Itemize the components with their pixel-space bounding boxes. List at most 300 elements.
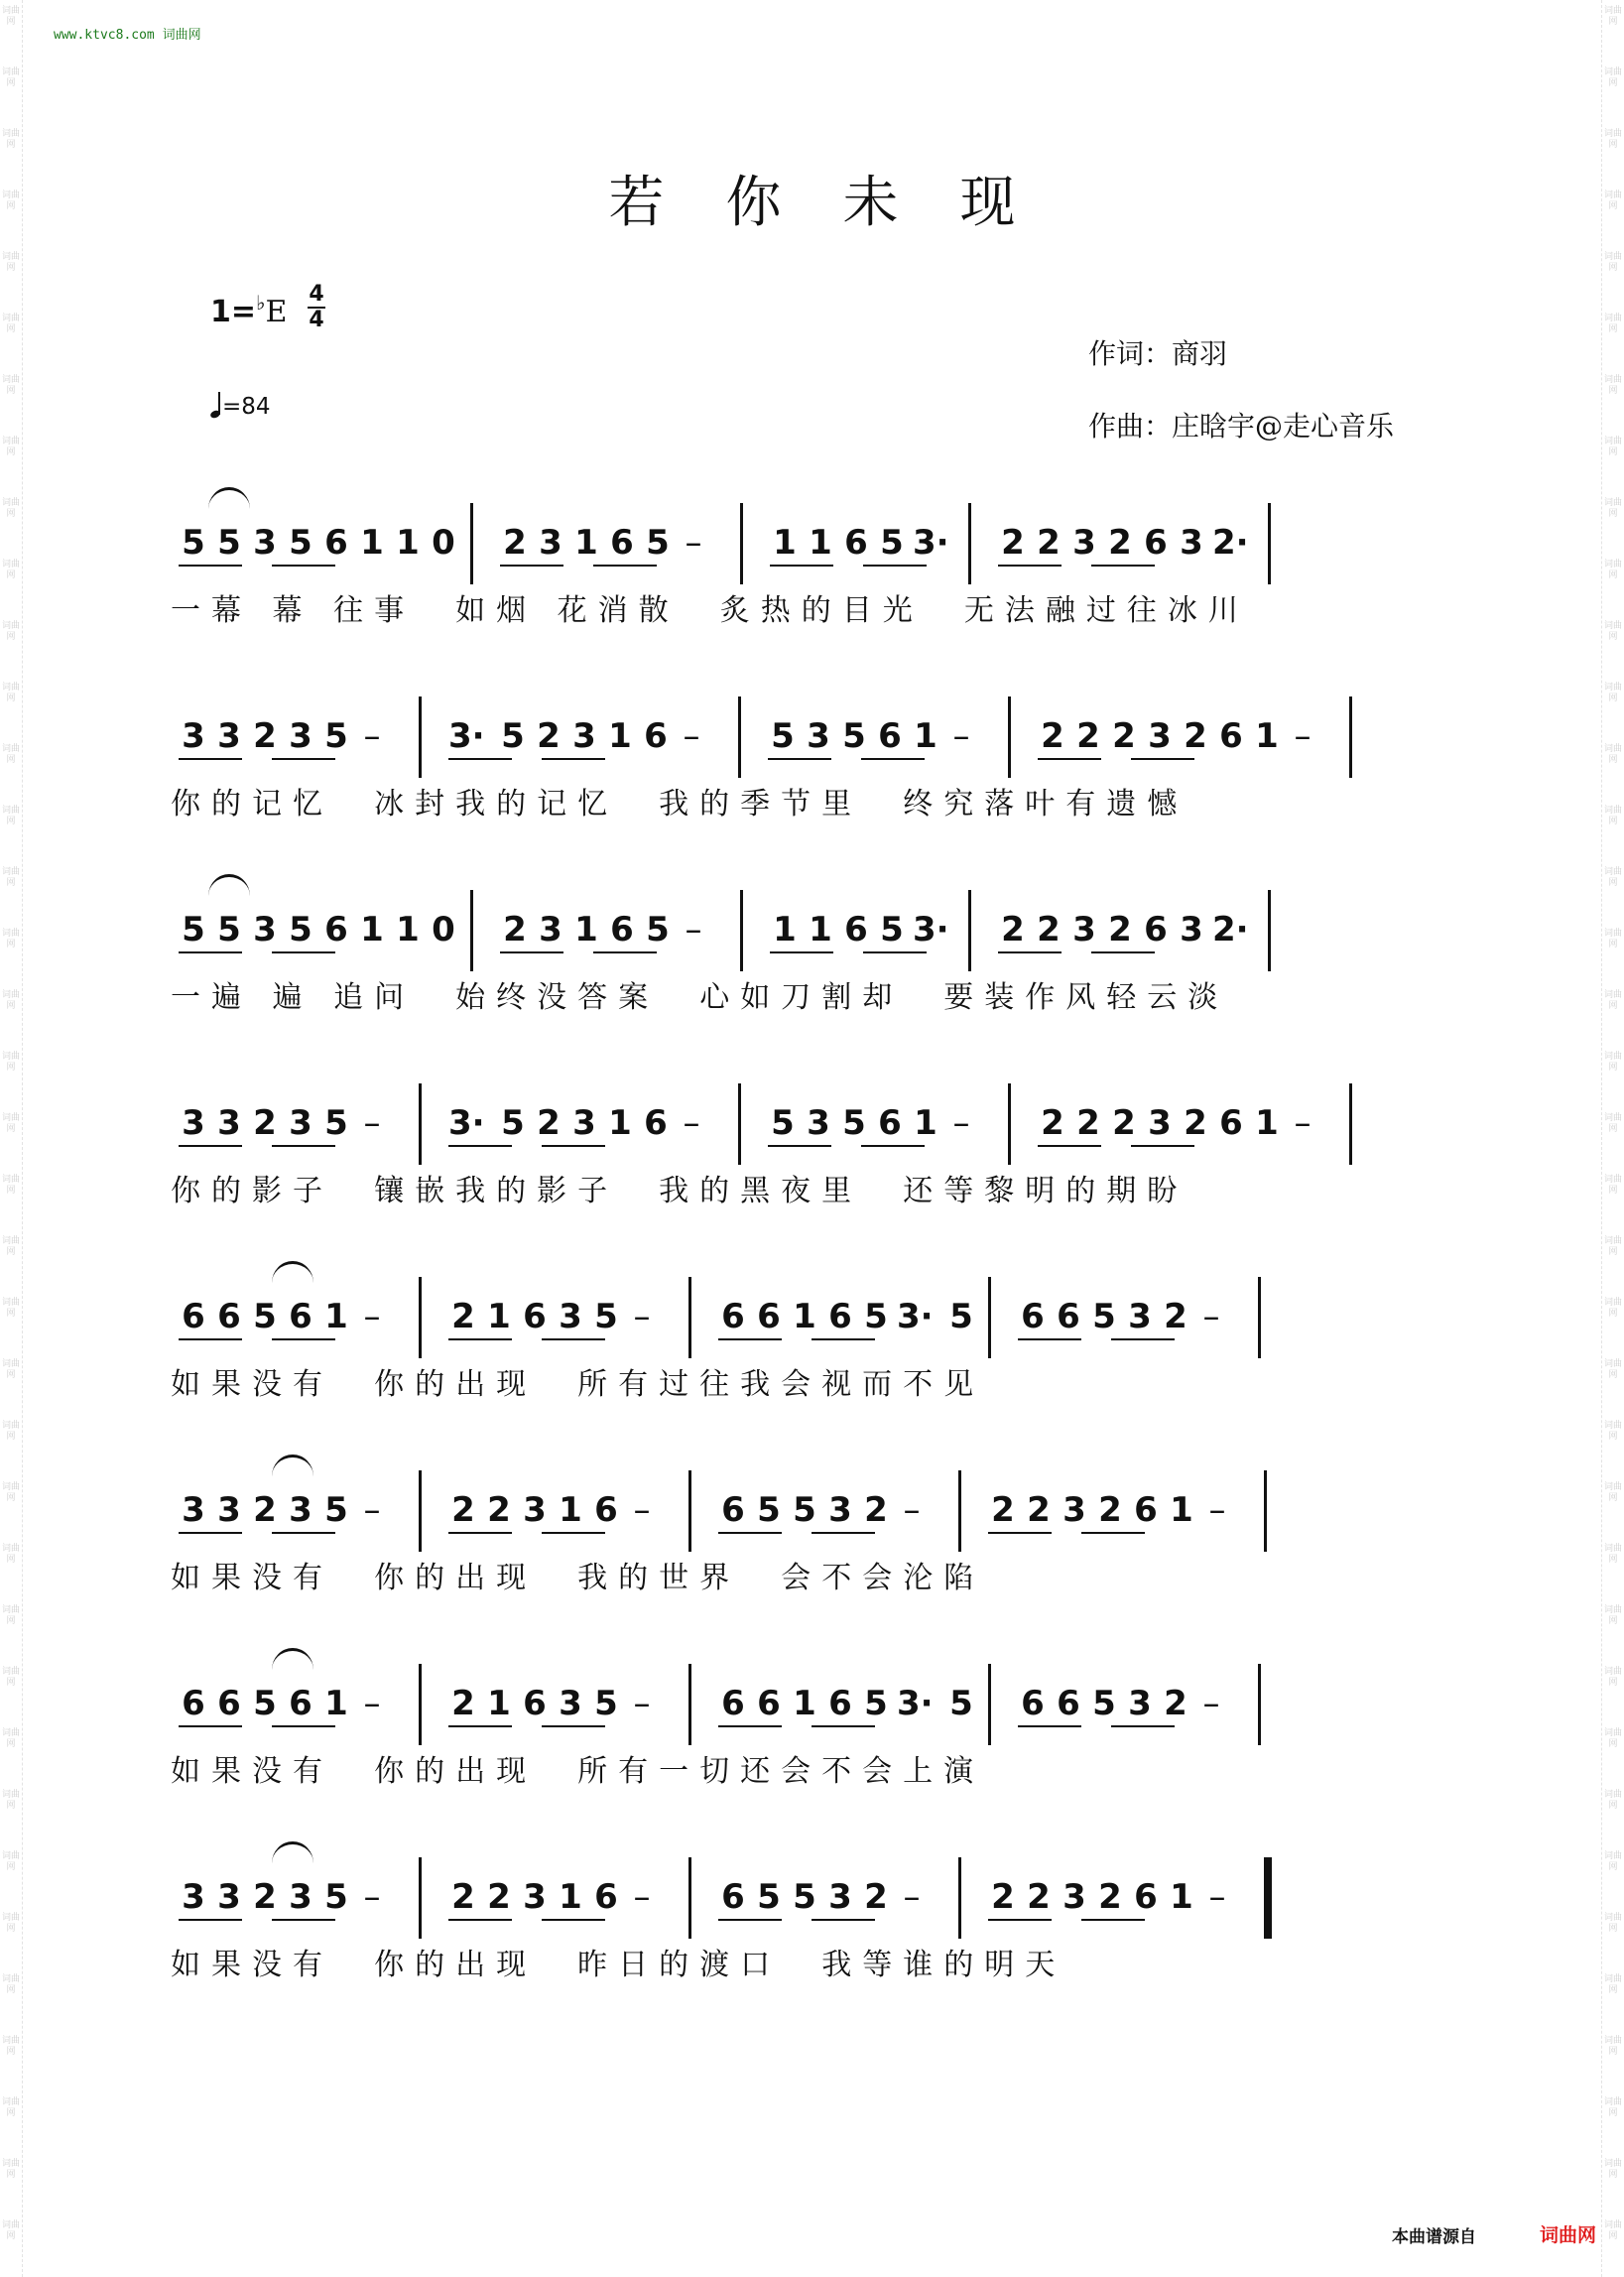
lyric-line: 如果没有 你的出现 所有过往我会视而不见 [171, 1367, 985, 1402]
note-digit: 3 [559, 1684, 582, 1723]
note-digit: 3 [1062, 1877, 1086, 1917]
eighth-underline [1091, 565, 1155, 567]
eighth-underline [500, 951, 563, 953]
note-digit: 6 [610, 523, 634, 563]
note-digit: 5 [949, 1684, 973, 1723]
side-watermark-text: 词曲网 [1, 129, 20, 150]
note-digit: 1 [559, 1490, 582, 1530]
note-digit: 2 [1037, 910, 1061, 949]
note-digit: 1 [608, 1103, 632, 1143]
quarter-note-icon [210, 392, 222, 418]
sustain-dash: – [363, 1684, 381, 1723]
barline [1264, 1857, 1272, 1939]
side-watermark-text: 词曲网 [1, 1482, 20, 1503]
eighth-underline [812, 1725, 875, 1727]
barline [419, 1083, 422, 1165]
note-digit: 2 [1108, 910, 1132, 949]
eighth-underline [1081, 1532, 1145, 1534]
barline [740, 503, 743, 584]
sustain-dash: – [633, 1684, 651, 1723]
eighth-underline [500, 565, 563, 567]
barline [1268, 890, 1271, 971]
eighth-underline [1111, 1338, 1175, 1340]
side-watermark-text: 词曲网 [1603, 1482, 1622, 1503]
side-watermark-text: 词曲网 [1603, 1298, 1622, 1319]
note-digit: 1 [793, 1297, 816, 1336]
note-digit: 5 [253, 1684, 277, 1723]
side-watermark-text: 词曲网 [1, 1851, 20, 1872]
note-digit: 5 [842, 1103, 866, 1143]
eighth-underline [770, 565, 833, 567]
side-watermark-text: 词曲网 [1603, 1236, 1622, 1257]
side-watermark-text: 词曲网 [1, 375, 20, 396]
barline [958, 1857, 961, 1939]
note-digit: 3 [523, 1490, 547, 1530]
note-digit: 6 [523, 1297, 547, 1336]
eighth-underline [988, 1919, 1052, 1921]
eighth-underline [812, 1532, 875, 1534]
sustain-dash: – [683, 1103, 700, 1143]
eighth-underline [448, 1145, 512, 1147]
note-digit: 3 [1062, 1490, 1086, 1530]
note-digit: 5 [880, 523, 904, 563]
note-digit: 3 [182, 1490, 205, 1530]
side-watermark-text: 词曲网 [1, 190, 20, 211]
side-watermark-text: 词曲网 [1603, 2036, 1622, 2057]
note-digit: 2· [1212, 910, 1249, 949]
side-watermark-text: 词曲网 [1, 1605, 20, 1626]
side-watermark-text: 词曲网 [1, 1359, 20, 1380]
tempo-marking [210, 392, 271, 420]
side-watermark-text: 词曲网 [1603, 806, 1622, 826]
eighth-underline [272, 758, 335, 760]
note-digit: 6 [757, 1297, 781, 1336]
notes-line [175, 1091, 1444, 1161]
note-digit: 3 [182, 1103, 205, 1143]
note-digit: 5 [217, 523, 241, 563]
side-watermark-text: 词曲网 [1603, 1790, 1622, 1811]
note-digit: 2 [1108, 523, 1132, 563]
note-digit: 3· [897, 1684, 934, 1723]
side-watermark-text: 词曲网 [1, 2036, 20, 2057]
note-digit: 1 [1255, 716, 1279, 756]
side-watermark-text: 词曲网 [1603, 1974, 1622, 1995]
time-top: 4 [309, 282, 324, 307]
barline [419, 1664, 422, 1745]
eighth-underline [179, 1919, 242, 1921]
note-digit: 3 [1072, 523, 1096, 563]
side-watermark-text: 词曲网 [1603, 929, 1622, 949]
note-digit: 1 [487, 1297, 511, 1336]
side-watermark-text: 词曲网 [1603, 314, 1622, 334]
side-watermark-text: 词曲网 [1, 498, 20, 519]
notes-line [175, 898, 1444, 967]
side-watermark-text: 词曲网 [1603, 6, 1622, 27]
side-watermark-text: 词曲网 [1, 990, 20, 1011]
note-digit: 6 [217, 1684, 241, 1723]
sustain-dash: – [363, 1877, 381, 1917]
eighth-underline [448, 758, 512, 760]
barline [419, 1857, 422, 1939]
right-watermark-strip [1601, 0, 1624, 2277]
lyric-line: 如果没有 你的出现 昨日的渡口 我等谁的明天 [171, 1948, 1066, 1982]
note-digit: 3 [289, 716, 312, 756]
left-watermark-strip [0, 0, 23, 2277]
slur [208, 487, 250, 509]
score-line [171, 1478, 1444, 1617]
note-digit: 5 [949, 1297, 973, 1336]
note-digit: 2 [1027, 1877, 1051, 1917]
score-line [171, 704, 1444, 843]
note-digit: 3 [217, 716, 241, 756]
note-digit: 1 [574, 910, 598, 949]
note-digit: 6 [289, 1684, 312, 1723]
note-digit: 6 [757, 1684, 781, 1723]
note-digit: 6 [1219, 716, 1243, 756]
note-digit: 6 [523, 1684, 547, 1723]
note-digit: 2 [991, 1877, 1015, 1917]
note-digit: 6 [1057, 1684, 1080, 1723]
note-digit: 6 [1021, 1684, 1045, 1723]
side-watermark-text: 词曲网 [1, 2097, 20, 2118]
note-digit: 2 [253, 1103, 277, 1143]
note-digit: 1 [809, 910, 832, 949]
eighth-underline [1038, 758, 1101, 760]
eighth-underline [542, 1338, 605, 1340]
note-digit: 6 [828, 1684, 852, 1723]
note-digit: 3 [1148, 716, 1172, 756]
note-digit: 5 [771, 1103, 795, 1143]
note-digit: 3 [253, 910, 277, 949]
eighth-underline [1018, 1725, 1081, 1727]
note-digit: 6 [644, 1103, 668, 1143]
note-digit: 3 [807, 716, 830, 756]
eighth-underline [718, 1532, 782, 1534]
lyric-line: 你的影子 镶嵌我的影子 我的黑夜里 还等黎明的期盼 [171, 1174, 1188, 1208]
note-digit: 6 [1134, 1490, 1158, 1530]
note-digit: 2 [253, 1877, 277, 1917]
eighth-underline [768, 1145, 831, 1147]
note-digit: 5 [757, 1490, 781, 1530]
side-watermark-text: 词曲网 [1, 1052, 20, 1073]
barline [1258, 1277, 1261, 1358]
note-digit: 2 [1098, 1877, 1122, 1917]
note-digit: 2 [1164, 1297, 1187, 1336]
note-digit: 2 [1184, 716, 1207, 756]
side-watermark-text: 词曲网 [1, 1113, 20, 1134]
note-digit: 5 [289, 523, 312, 563]
eighth-underline [593, 951, 657, 953]
site-url: www.ktvc8.com 词曲网 [54, 28, 201, 43]
eighth-underline [179, 1725, 242, 1727]
eighth-underline [272, 1532, 335, 1534]
note-digit: 3 [828, 1877, 852, 1917]
side-watermark-text: 词曲网 [1603, 1359, 1622, 1380]
note-digit: 5 [217, 910, 241, 949]
note-digit: 6 [721, 1877, 745, 1917]
note-digit: 6 [644, 716, 668, 756]
note-digit: 2 [1001, 910, 1025, 949]
sustain-dash: – [633, 1297, 651, 1336]
note-digit: 1 [1170, 1877, 1193, 1917]
eighth-underline [718, 1725, 782, 1727]
side-watermark-text: 词曲网 [1603, 1175, 1622, 1196]
note-digit: 3 [289, 1877, 312, 1917]
lyric-line: 一幕 幕 往事 如烟 花消散 炙热的目光 无法融过往冰川 [171, 593, 1249, 628]
side-watermark-text: 词曲网 [1, 683, 20, 703]
side-watermark-text: 词曲网 [1, 1175, 20, 1196]
note-digit: 5 [771, 716, 795, 756]
note-digit: 5 [324, 1490, 348, 1530]
note-digit: 6 [1144, 910, 1168, 949]
note-digit: 1 [809, 523, 832, 563]
eighth-underline [1038, 1145, 1101, 1147]
note-digit: 3· [913, 523, 949, 563]
note-digit: 2 [537, 716, 561, 756]
note-digit: 3 [1128, 1297, 1152, 1336]
eighth-underline [542, 1919, 605, 1921]
note-digit: 5 [757, 1877, 781, 1917]
eighth-underline [593, 565, 657, 567]
footer-source: 本曲谱源自 [1392, 2227, 1476, 2247]
note-digit: 1 [360, 523, 384, 563]
note-digit: 2 [1041, 1103, 1064, 1143]
note-digit: 3 [1148, 1103, 1172, 1143]
eighth-underline [1131, 1145, 1194, 1147]
note-digit: 6 [1219, 1103, 1243, 1143]
barline [688, 1664, 691, 1745]
note-digit: 2 [1027, 1490, 1051, 1530]
slur [208, 874, 250, 896]
eighth-underline [542, 1532, 605, 1534]
side-watermark-text: 词曲网 [1603, 1113, 1622, 1134]
eighth-underline [863, 565, 927, 567]
note-digit: 3 [1072, 910, 1096, 949]
barline [470, 890, 473, 971]
note-digit: 2· [1212, 523, 1249, 563]
note-digit: 6 [610, 910, 634, 949]
eighth-underline [988, 1532, 1052, 1534]
note-digit: 3 [572, 716, 596, 756]
side-watermark-text: 词曲网 [1, 67, 20, 88]
note-digit: 3 [182, 1877, 205, 1917]
note-digit: 6 [324, 523, 348, 563]
side-watermark-text: 词曲网 [1603, 744, 1622, 765]
note-digit: 2 [864, 1490, 888, 1530]
lyric-line: 如果没有 你的出现 所有一切还会不会上演 [171, 1754, 985, 1789]
side-watermark-text: 词曲网 [1, 806, 20, 826]
note-digit: 6 [828, 1297, 852, 1336]
note-digit: 6 [289, 1297, 312, 1336]
note-digit: 3 [289, 1103, 312, 1143]
note-digit: 3 [828, 1490, 852, 1530]
eighth-underline [1111, 1725, 1175, 1727]
side-watermark-text: 词曲网 [1603, 252, 1622, 273]
eighth-underline [718, 1919, 782, 1921]
barline [958, 1470, 961, 1552]
note-digit: 5 [289, 910, 312, 949]
score-line [171, 1091, 1444, 1230]
note-digit: 2 [537, 1103, 561, 1143]
sustain-dash: – [952, 1103, 970, 1143]
side-watermark-text: 词曲网 [1603, 2159, 1622, 2180]
note-digit: 3 [217, 1103, 241, 1143]
barline [988, 1277, 991, 1358]
note-digit: 1 [324, 1297, 348, 1336]
note-digit: 1 [773, 910, 797, 949]
eighth-underline [1018, 1338, 1081, 1340]
side-watermark-text: 词曲网 [1, 1236, 20, 1257]
side-watermark-text: 词曲网 [1603, 1605, 1622, 1626]
note-digit: 3· [897, 1297, 934, 1336]
eighth-underline [272, 565, 335, 567]
note-digit: 2 [451, 1684, 475, 1723]
eighth-underline [448, 1532, 512, 1534]
eighth-underline [448, 1338, 512, 1340]
side-watermark-text: 词曲网 [1603, 1544, 1622, 1565]
eighth-underline [861, 758, 925, 760]
notes-line [175, 1865, 1444, 1935]
barline [688, 1857, 691, 1939]
side-watermark-text: 词曲网 [1, 314, 20, 334]
note-digit: 5 [324, 1877, 348, 1917]
note-digit: 6 [1144, 523, 1168, 563]
sustain-dash: – [363, 1103, 381, 1143]
key-signature [210, 291, 288, 329]
score-line [171, 1865, 1444, 2004]
slur [272, 1261, 313, 1283]
note-digit: 6 [878, 1103, 902, 1143]
note-digit: 5 [594, 1297, 618, 1336]
note-digit: 3 [539, 910, 562, 949]
eighth-underline [179, 1532, 242, 1534]
note-digit: 6 [721, 1684, 745, 1723]
song-title: 若你未现 [608, 171, 1077, 235]
sustain-dash: – [1202, 1684, 1220, 1723]
side-watermark-text: 词曲网 [1603, 1913, 1622, 1934]
score-line [171, 1285, 1444, 1424]
sustain-dash: – [903, 1877, 921, 1917]
side-watermark-text: 词曲网 [1603, 2220, 1622, 2241]
eighth-underline [272, 1338, 335, 1340]
sustain-dash: – [1208, 1490, 1226, 1530]
note-digit: 6 [594, 1877, 618, 1917]
note-digit: 1 [914, 716, 937, 756]
side-watermark-text: 词曲网 [1, 1974, 20, 1995]
note-digit: 2 [1041, 716, 1064, 756]
sustain-dash: – [633, 1877, 651, 1917]
side-watermark-text: 词曲网 [1603, 560, 1622, 580]
side-watermark-text: 词曲网 [1603, 867, 1622, 888]
note-digit: 2 [451, 1490, 475, 1530]
note-digit: 5 [880, 910, 904, 949]
note-digit: 2 [451, 1877, 475, 1917]
note-digit: 2 [253, 1490, 277, 1530]
note-digit: 6 [594, 1490, 618, 1530]
lyric-line: 如果没有 你的出现 我的世界 会不会沦陷 [171, 1561, 985, 1595]
note-digit: 3 [523, 1877, 547, 1917]
side-watermark-text: 词曲网 [1, 1421, 20, 1442]
note-digit: 5 [793, 1490, 816, 1530]
eighth-underline [812, 1338, 875, 1340]
side-watermark-text: 词曲网 [1, 2159, 20, 2180]
note-digit: 6 [878, 716, 902, 756]
side-watermark-text: 词曲网 [1, 929, 20, 949]
eighth-underline [179, 758, 242, 760]
eighth-underline [770, 951, 833, 953]
notes-line [175, 1672, 1444, 1741]
note-digit: 6 [1134, 1877, 1158, 1917]
eighth-underline [542, 1725, 605, 1727]
eighth-underline [448, 1725, 512, 1727]
side-watermark-text: 词曲网 [1, 867, 20, 888]
side-watermark-text: 词曲网 [1, 1790, 20, 1811]
sustain-dash: – [1294, 1103, 1312, 1143]
barline [419, 1470, 422, 1552]
note-digit: 5 [646, 910, 670, 949]
barline [1264, 1470, 1267, 1552]
note-digit: 3 [539, 523, 562, 563]
note-digit: 2 [991, 1490, 1015, 1530]
eighth-underline [272, 951, 335, 953]
time-bottom: 4 [309, 308, 324, 332]
score-line [171, 511, 1444, 650]
note-digit: 5 [182, 523, 205, 563]
note-digit: 3· [448, 716, 485, 756]
note-digit: 0 [432, 523, 455, 563]
barline [688, 1470, 691, 1552]
side-watermark-text: 词曲网 [1603, 498, 1622, 519]
barline [738, 1083, 741, 1165]
eighth-underline [179, 951, 242, 953]
note-digit: 3 [217, 1490, 241, 1530]
note-digit: 5 [324, 716, 348, 756]
note-digit: 3 [1180, 523, 1203, 563]
note-digit: 1 [396, 523, 420, 563]
note-digit: 2 [451, 1297, 475, 1336]
note-digit: 1 [574, 523, 598, 563]
barline [1258, 1664, 1261, 1745]
eighth-underline [179, 1145, 242, 1147]
tempo-value: =84 [222, 394, 271, 420]
eighth-underline [272, 1725, 335, 1727]
barline [738, 696, 741, 778]
note-digit: 0 [432, 910, 455, 949]
slur [272, 1455, 313, 1476]
side-watermark-text: 词曲网 [1, 560, 20, 580]
sustain-dash: – [1208, 1877, 1226, 1917]
footer-brand: 词曲网 [1540, 2224, 1597, 2246]
note-digit: 2 [503, 910, 527, 949]
note-digit: 2 [1001, 523, 1025, 563]
note-digit: 6 [217, 1297, 241, 1336]
side-watermark-text: 词曲网 [1603, 375, 1622, 396]
note-digit: 1 [396, 910, 420, 949]
note-digit: 3 [289, 1490, 312, 1530]
eighth-underline [718, 1338, 782, 1340]
note-digit: 3 [1128, 1684, 1152, 1723]
side-watermark-text: 词曲网 [1603, 67, 1622, 88]
composer-credit: 作曲：庄晗宇@走心音乐 [1088, 410, 1395, 443]
key-flat: ♭ [256, 291, 266, 315]
note-digit: 2 [487, 1490, 511, 1530]
note-digit: 1 [1255, 1103, 1279, 1143]
sustain-dash: – [952, 716, 970, 756]
note-digit: 1 [324, 1684, 348, 1723]
side-watermark-text: 词曲网 [1, 621, 20, 642]
barline [740, 890, 743, 971]
note-digit: 5 [253, 1297, 277, 1336]
